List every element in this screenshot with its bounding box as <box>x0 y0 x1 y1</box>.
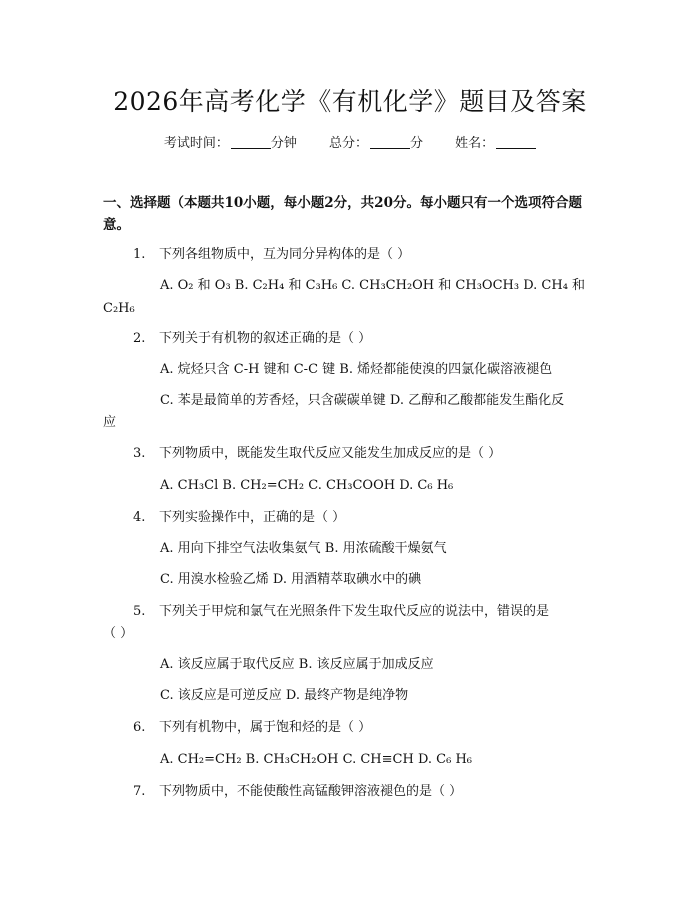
question-5-stem-wrap: （ ） <box>103 626 134 641</box>
section-heading: 一、选择题（本题共10小题，每小题2分，共20分。每小题只有一个选项符合题意。 <box>103 195 582 233</box>
question-1 <box>133 246 410 264</box>
question-6 <box>133 719 371 737</box>
question-1-options-wrap: C₂H₆ <box>103 301 135 316</box>
question-number: 6. <box>133 720 146 735</box>
question-5 <box>133 603 549 621</box>
name-label: 姓名： <box>455 136 495 151</box>
score-field <box>329 132 423 151</box>
question-2-options-wrap: 应 <box>103 415 117 430</box>
question-stem: 下列关于甲烷和氯气在光照条件下发生取代反应的说法中，错误的是 <box>159 604 550 619</box>
question-stem: 下列有机物中，属于饱和烃的是（ ） <box>159 720 372 735</box>
question-2-options-ab: A. 烷烃只含 C-H 键和 C-C 键 B. 烯烃都能使溴的四氯化碳溶液褪色 <box>160 362 553 377</box>
question-4 <box>133 509 345 527</box>
question-stem: 下列关于有机物的叙述正确的是（ ） <box>159 331 372 346</box>
question-stem: 下列各组物质中，互为同分异构体的是（ ） <box>159 247 411 262</box>
score-unit: 分 <box>410 136 424 151</box>
exam-time-field <box>164 132 297 151</box>
page-title: 2026年高考化学《有机化学》题目及答案 <box>113 87 587 116</box>
question-number: 2. <box>133 331 146 346</box>
question-4-options-cd: C. 用溴水检验乙烯 D. 用酒精萃取碘水中的碘 <box>160 572 422 587</box>
question-2-options-cd: C. 苯是最简单的芳香烃，只含碳碳单键 D. 乙醇和乙酸都能发生酯化反 <box>160 393 565 408</box>
exam-time-blank[interactable] <box>231 147 271 149</box>
question-4-options-ab: A. 用向下排空气法收集氨气 B. 用浓硫酸干燥氨气 <box>160 541 447 556</box>
name-blank[interactable] <box>496 147 536 149</box>
question-stem: 下列物质中，既能发生取代反应又能发生加成反应的是（ ） <box>159 446 502 461</box>
question-stem: 下列物质中，不能使酸性高锰酸钾溶液褪色的是（ ） <box>159 784 463 799</box>
question-5-options-ab: A. 该反应属于取代反应 B. 该反应属于加成反应 <box>160 657 434 672</box>
question-number: 7. <box>133 784 146 799</box>
score-blank[interactable] <box>370 147 410 149</box>
question-number: 1. <box>133 247 146 262</box>
exam-time-label: 考试时间： <box>163 136 229 151</box>
question-3 <box>133 445 501 463</box>
question-7 <box>133 783 462 801</box>
question-3-options: A. CH₃Cl B. CH₂=CH₂ C. CH₃COOH D. C₆ H₆ <box>160 478 454 493</box>
question-stem: 下列实验操作中，正确的是（ ） <box>159 510 346 525</box>
question-2 <box>133 330 371 348</box>
exam-meta <box>0 132 700 151</box>
question-6-options: A. CH₂=CH₂ B. CH₃CH₂OH C. CH≡CH D. C₆ H₆ <box>160 752 473 767</box>
question-number: 5. <box>133 604 146 619</box>
question-number: 4. <box>133 510 146 525</box>
exam-time-unit: 分钟 <box>270 136 297 151</box>
name-field <box>455 132 536 151</box>
question-1-options: A. O₂ 和 O₃ B. C₂H₄ 和 C₃H₆ C. CH₃CH₂OH 和 CH₃OCH₃ D. CH₄ 和 <box>160 278 586 293</box>
question-number: 3. <box>133 446 146 461</box>
question-5-options-cd: C. 该反应是可逆反应 D. 最终产物是纯净物 <box>160 688 409 703</box>
score-label: 总分： <box>328 136 368 151</box>
